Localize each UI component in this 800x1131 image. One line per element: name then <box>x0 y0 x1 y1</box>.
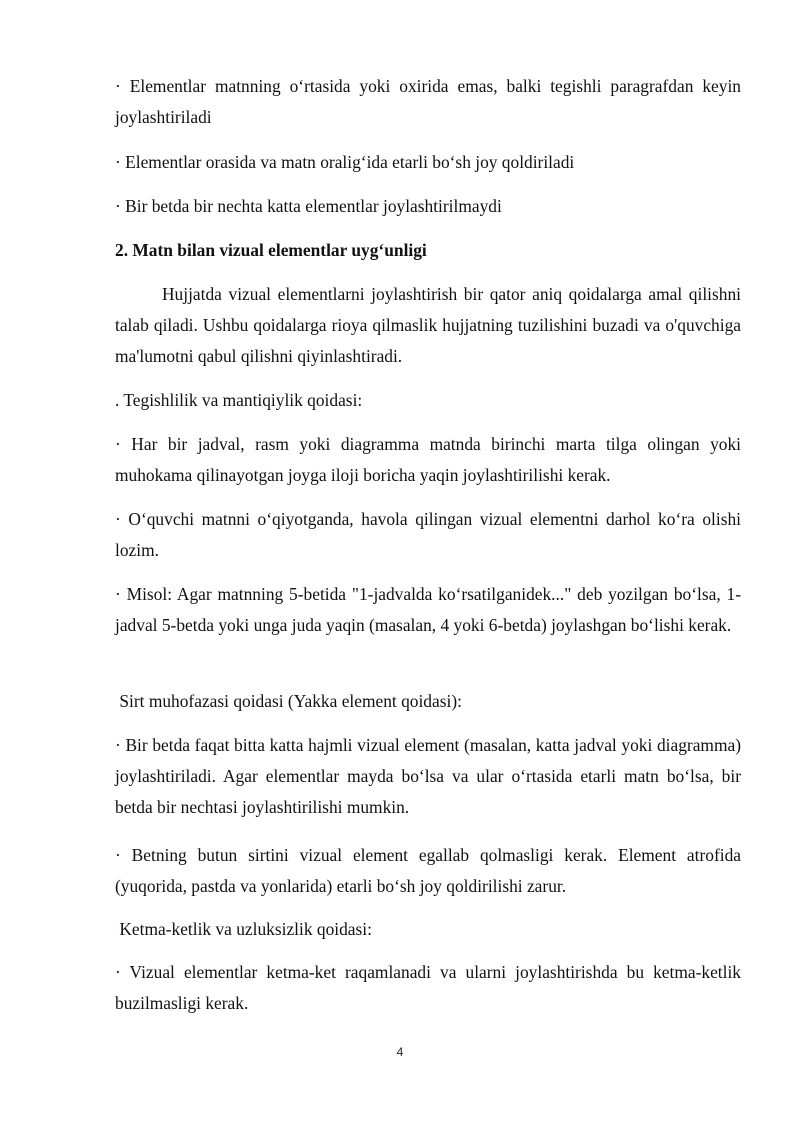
bullet-paragraph: · Elementlar orasida va matn oraligʻida etarli boʻsh joy qoldiriladi <box>115 152 575 172</box>
bullet-paragraph: · Har bir jadval, rasm yoki diagramma matnda birinchi marta tilga olingan yoki muhokama qilinayotgan joyga iloji boricha yaqin joylashtirilishi kerak. <box>115 434 741 485</box>
bullet-paragraph: · Misol: Agar matnning 5-betida "1-jadvalda koʻrsatilganidek..." deb yozilgan boʻlsa, 1-jadval 5-betda yoki unga juda yaqin (masalan, 4 yoki 6-betda) joylashgan boʻlishi kerak. <box>115 584 741 635</box>
bullet-paragraph: · Oʻquvchi matnni oʻqiyotganda, havola qilingan vizual elementni darhol koʻra olishi lozim. <box>115 509 741 560</box>
bullet-paragraph: · Bir betda faqat bitta katta hajmli vizual element (masalan, katta jadval yoki diagramma) joylashtiriladi. Agar elementlar mayda boʻlsa va ular oʻrtasida etarli matn boʻlsa, bir betda bir nechtasi joylashtirilishi mumkin. <box>115 735 741 817</box>
rule-heading: Ketma-ketlik va uzluksizlik qoidasi: <box>115 919 372 939</box>
body-paragraph: Hujjatda vizual elementlarni joylashtirish bir qator aniq qoidalarga amal qilishni talab qiladi. Ushbu qoidalarga rioya qilmaslik hujjatning tuzilishini buzadi va o'quvchiga ma'lumotni qabul qilishni qiyinlashtiradi. <box>115 284 741 366</box>
bullet-paragraph: · Elementlar matnning oʻrtasida yoki oxirida emas, balki tegishli paragrafdan keyin joylashtiriladi <box>115 76 741 127</box>
section-heading: 2. Matn bilan vizual elementlar uygʻunligi <box>115 240 427 260</box>
rule-heading: Sirt muhofazasi qoidasi (Yakka element qoidasi): <box>115 691 462 711</box>
bullet-paragraph: · Betning butun sirtini vizual element egallab qolmasligi kerak. Element atrofida (yuqorida, pastda va yonlarida) etarli boʻsh joy qoldirilishi zarur. <box>115 845 741 896</box>
bullet-paragraph: · Vizual elementlar ketma-ket raqamlanadi va ularni joylashtirishda bu ketma-ketlik buzilmasligi kerak. <box>115 962 741 1013</box>
rule-heading: . Tegishlilik va mantiqiylik qoidasi: <box>115 390 363 410</box>
bullet-paragraph: · Bir betda bir nechta katta elementlar joylashtirilmaydi <box>115 196 502 216</box>
page-number: 4 <box>396 1045 404 1059</box>
